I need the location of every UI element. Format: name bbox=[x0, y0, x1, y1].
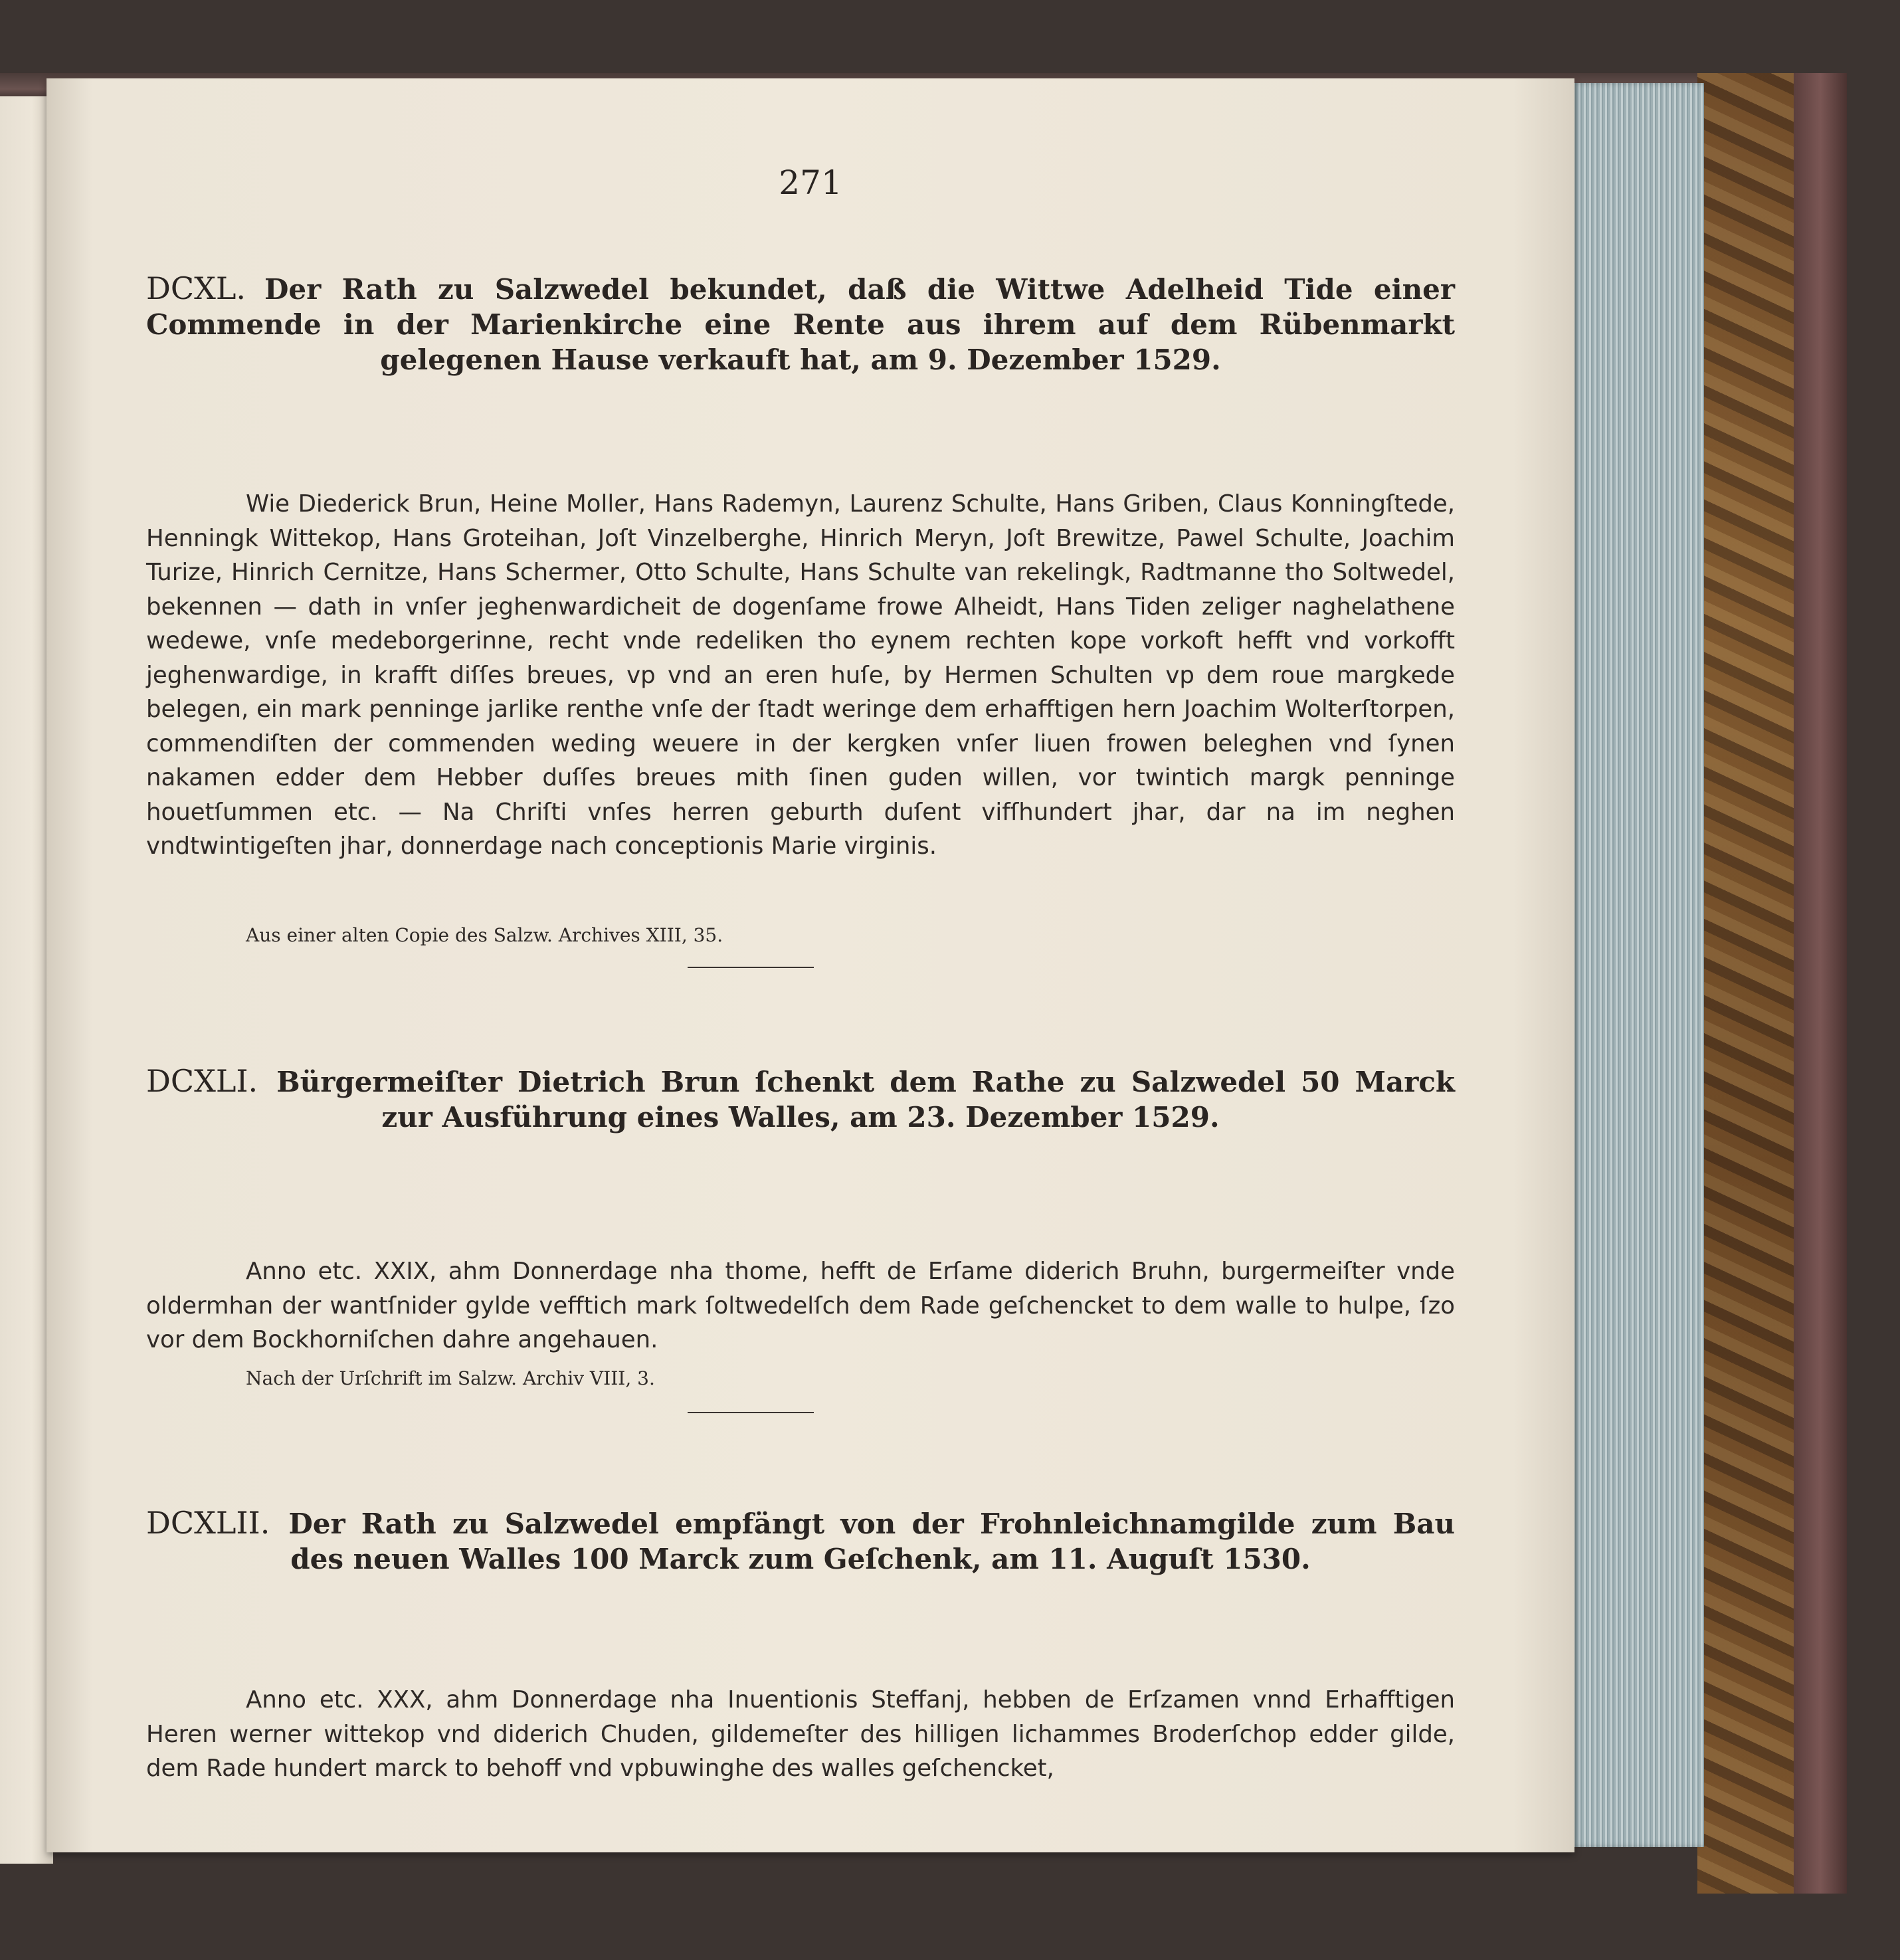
entry-source: Nach der Urſchrift im Salzw. Archiv VIII, 3. bbox=[246, 1367, 655, 1389]
entry-heading bbox=[146, 271, 1455, 377]
left-page-edge bbox=[0, 96, 53, 1864]
entry-text: Anno etc. XXX, ahm Donnerdage nha Inuentionis Steffanj, hebben de Erſzamen vnnd Erhafftigen Heren werner wittekop vnd diderich Chuden, gildemeſter des hilligen lichammes Broderſchop edder gilde, dem Rade hundert marck to behoff vnd vpbuwinghe des walles geſchencket, bbox=[146, 1686, 1455, 1782]
book-page bbox=[47, 78, 1574, 1852]
entry-title: Der Rath zu Salzwedel bekundet, daß die Wittwe Adelheid Tide einer Commende in der Marienkirche eine Rente aus ihrem auf dem Rübenmarkt gelegenen Hause verkauft hat, am 9. Dezember 1529. bbox=[146, 273, 1455, 376]
separator-rule bbox=[688, 1412, 814, 1413]
entry-title: Der Rath zu Salzwedel empfängt von der Frohnleichnamgilde zum Bau des neuen Walles 100 Marck zum Geſchenk, am 11. Auguſt 1530. bbox=[288, 1508, 1455, 1575]
entry-number: DCXL. bbox=[146, 270, 246, 306]
entry-source: Aus einer alten Copie des Salzw. Archives XIII, 35. bbox=[246, 924, 723, 946]
separator-rule bbox=[688, 967, 814, 968]
page-number: 271 bbox=[779, 163, 842, 202]
entry-text: Wie Diederick Brun, Heine Moller, Hans Rademyn, Laurenz Schulte, Hans Griben, Claus Konningſtede, Henningk Wittekop, Hans Groteihan, Joſt Vinzelberghe, Hinrich Meryn, Joſt Brewitze, Pawel Schulte, Joachim Turize, Hinrich Cernitze, Hans Schermer, Otto Schulte, Hans Schulte van rekelingk, Radtmanne tho Soltwedel, bekennen — dath in vnſer jeghenwardicheit de dogenſame frowe Alheidt, Hans Tiden zeliger naghelathene wedewe, vnſe medeborgerinne, recht vnde redeliken tho eynem rechten kope vorkoft hefft vnd vorkofft jeghenwardige, in krafft diſſes breues, vp vnd an eren huſe, by Hermen Schulten vp dem roue margkede belegen, ein mark penninge jarlike renthe vnſe der ſtadt weringe dem erhafftigen hern Joachim Wolterſtorpen, commendiſten der commenden weding weuere in der kergken vnſer liuen frowen beleghen vnd ſynen nakamen edder dem Hebber duſſes breues mith ſinen guden willen, vor twintich margk penninge houetſummen etc. — Na Chriſti vnſes herren geburth duſent vifſhundert jhar, dar na im neghen vndtwintigeſten jhar, donnerdage nach conceptionis Marie virginis. bbox=[146, 490, 1455, 860]
entry-heading bbox=[146, 1506, 1455, 1577]
entry-number: DCXLII. bbox=[146, 1505, 270, 1541]
entry-text: Anno etc. XXIX, ahm Donnerdage nha thome, hefft de Erſame diderich Bruhn, burgermeiſter vnde oldermhan der wantſnider gylde vefftich mark ſoltwedelſch dem Rade geſchencket to dem walle to hulpe, ſzo vor dem Bockhorniſchen dahre angehauen. bbox=[146, 1258, 1455, 1353]
page-edges bbox=[1571, 83, 1704, 1847]
entry-number: DCXLI. bbox=[146, 1063, 258, 1099]
entry-title: Bürgermeiſter Dietrich Brun ſchenkt dem Rathe zu Salzwedel 50 Marck zur Ausführung eines Walles, am 23. Dezember 1529. bbox=[276, 1066, 1455, 1133]
cover-cloth-spine bbox=[1794, 73, 1847, 1894]
entry-heading bbox=[146, 1064, 1455, 1135]
